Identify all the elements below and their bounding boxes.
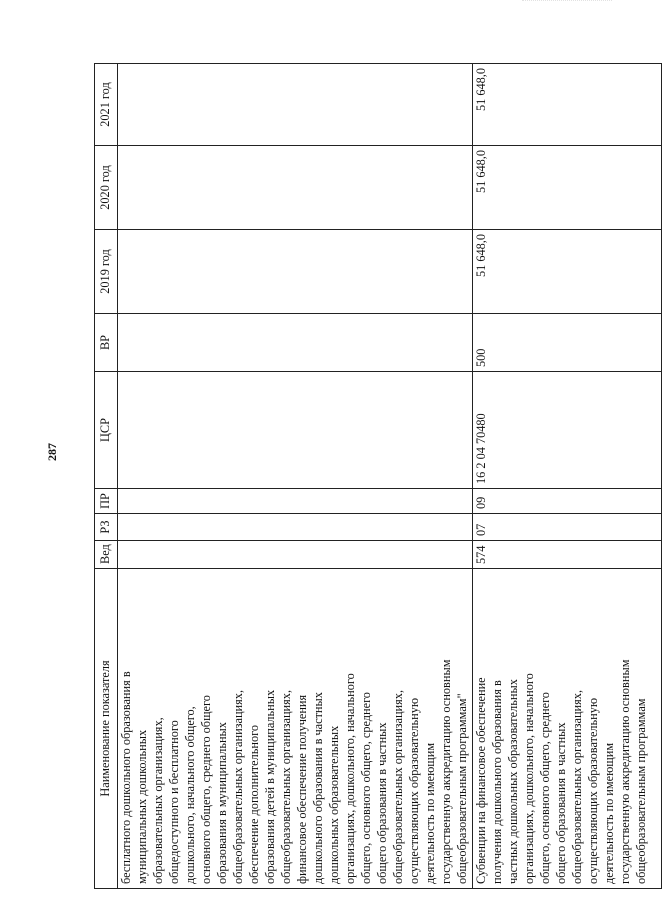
cell-name: бесплатного дошкольного образования в муниципальных дошкольных образовательных организациях, общедоступного и бесплатного дошкольного, начального общего, основного общего, среднего общего образования в муниципальных общеобразовательных организациях, обеспечение дополнительного образования детей в муниципальных общеобразовательных организациях, финансовое обеспечение получения дошкольного образования в частных дошкольных образовательных организациях, дошкольного, начального общего, основного общего, среднего общего образования в частных общеобразовательных организациях, осуществляющих образовательную деятельность по имеющим государственную аккредитацию основным общеобразовательным программам" [118, 569, 473, 889]
cell-ved: 574 [472, 541, 661, 569]
cell-csr [118, 372, 473, 489]
page-number: 287 [44, 443, 59, 461]
cell-2021 [118, 64, 473, 146]
cell-vr: 500 [472, 314, 661, 372]
header-csr: ЦСР [95, 372, 118, 489]
header-2021: 2021 год [95, 64, 118, 146]
cell-2020 [118, 146, 473, 230]
cell-rz: 07 [472, 514, 661, 541]
cell-2019 [118, 230, 473, 314]
cell-pr: 09 [472, 489, 661, 514]
header-rz: РЗ [95, 514, 118, 541]
cell-vr [118, 314, 473, 372]
header-ved: Вед [95, 541, 118, 569]
cell-2021: 51 648,0 [472, 64, 661, 146]
header-2019: 2019 год [95, 230, 118, 314]
cell-2020: 51 648,0 [472, 146, 661, 230]
table-row [118, 64, 473, 889]
cell-name: Субвенции на финансовое обеспечение получения дошкольного образования в частных дошкольных образовательных организациях, дошкольного, начального общего, основного общего, среднего общего образования в частных общеобразовательных организациях, осуществляющих образовательную деятельность по имеющим государственную аккредитацию основным общеобразовательным программам [472, 569, 661, 889]
cell-ved [118, 541, 473, 569]
cell-pr [118, 489, 473, 514]
header-pr: ПР [95, 489, 118, 514]
scan-artifact [522, 0, 612, 5]
header-vr: ВР [95, 314, 118, 372]
header-name: Наименование показателя [95, 569, 118, 889]
cell-rz [118, 514, 473, 541]
cell-csr: 16 2 04 70480 [472, 372, 661, 489]
table-header-row [95, 64, 118, 889]
rotated-table-container [94, 64, 648, 889]
cell-2019: 51 648,0 [472, 230, 661, 314]
budget-table [94, 63, 662, 889]
table-rotation-wrapper [94, 64, 648, 889]
table-row [472, 64, 661, 889]
header-2020: 2020 год [95, 146, 118, 230]
